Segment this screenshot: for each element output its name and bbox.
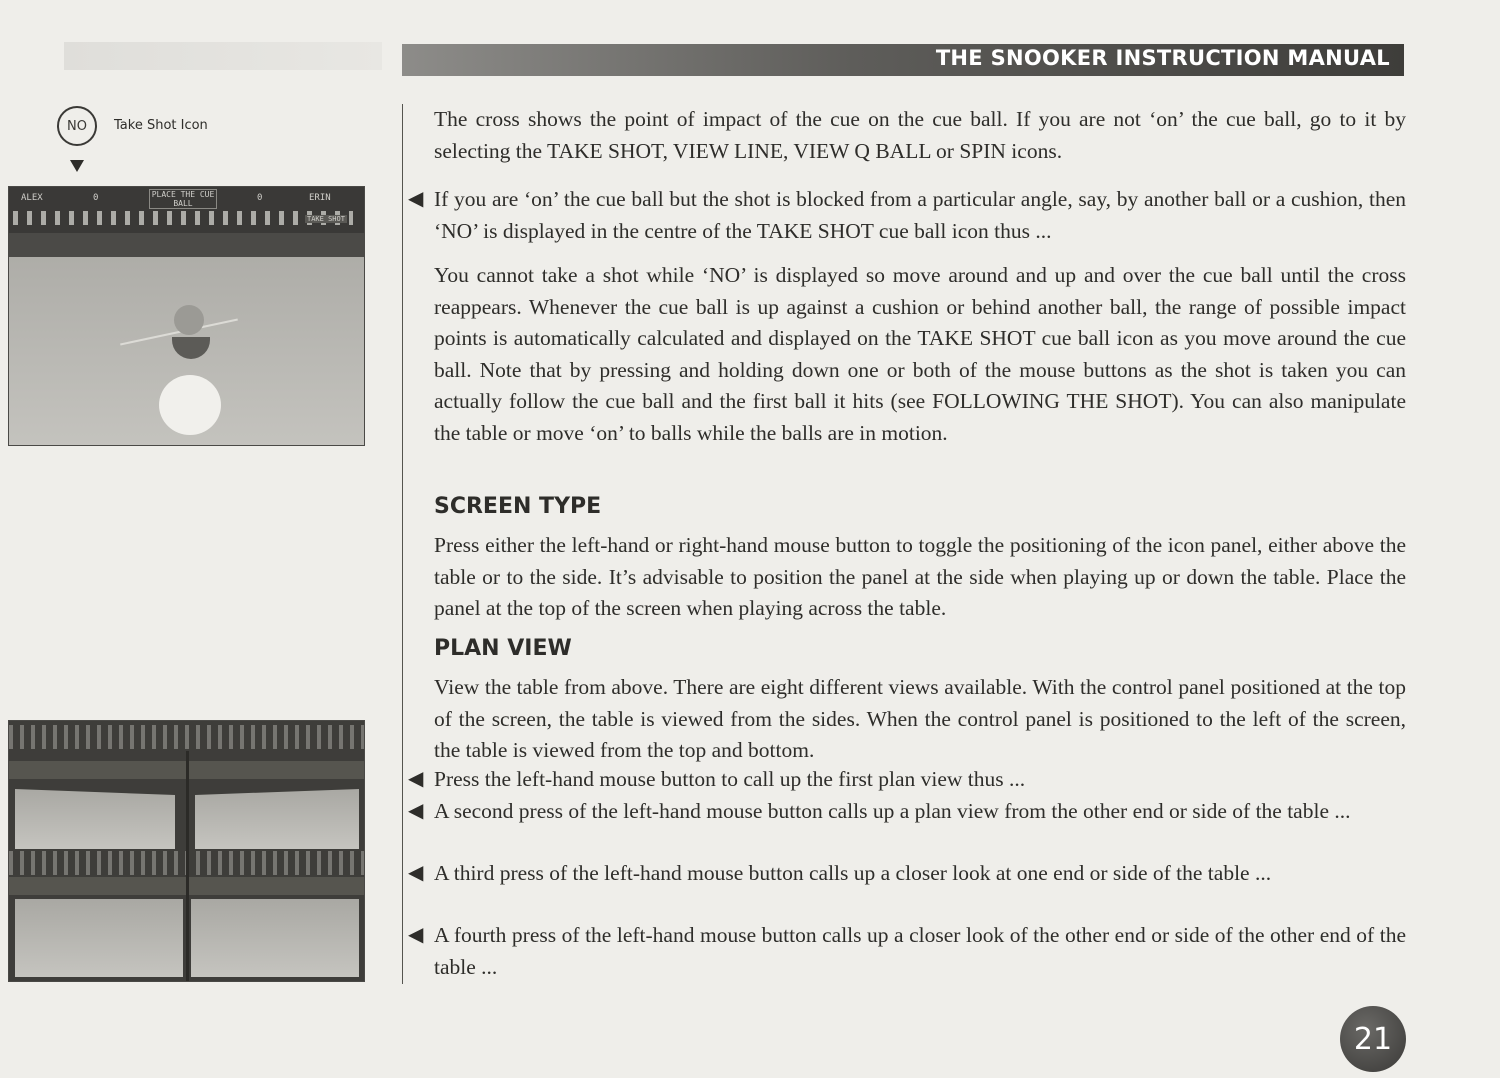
heading-plan-view: PLAN VIEW <box>434 636 572 661</box>
bullet-arrow-icon: ◀ <box>408 862 424 884</box>
player2-name: ERIN <box>309 193 331 203</box>
screenshot-icon-row <box>13 211 353 225</box>
header-bar <box>402 44 1404 76</box>
plan-view-pane-4 <box>191 899 359 977</box>
bullet-arrow-icon: ◀ <box>408 768 424 790</box>
paragraph-no-displayed: You cannot take a shot while ‘NO’ is displayed so move around and up and over the cue ball until the cross reappears. Whenever the cue ball is up against a cushion or behind another ball, the range of possible impact points is automatically calculated and displayed on the TAKE SHOT cue ball icon as you move around the cue ball. Note that by pressing and holding down one or both of the mouse buttons as the shot is taken you can actually follow the cue ball and the first ball it hits (see FOLLOWING THE SHOT). You can also manipulate the table or move ‘on’ to balls while the balls are in motion. <box>434 263 1406 445</box>
plan-view-step-3: A third press of the left-hand mouse button calls up a closer look at one end or side of the table ... <box>434 861 1272 885</box>
player1-name: ALEX <box>21 193 43 203</box>
icon-caption: Take Shot Icon <box>114 118 208 133</box>
place-cue-ball-message: PLACE THE CUE BALL <box>149 189 217 209</box>
screenshot-icon-strip-top <box>9 725 364 749</box>
bullet-arrow-icon: ◀ <box>408 924 424 946</box>
game-screenshot-take-shot <box>8 186 365 446</box>
plan-view-step-4: A fourth press of the left-hand mouse button calls up a closer look of the other end or side of the other end of the table ... <box>434 923 1406 979</box>
plan-view-pane-1 <box>15 789 175 849</box>
page-title: THE SNOOKER INSTRUCTION MANUAL <box>935 46 1390 70</box>
take-shot-no-icon: NO <box>57 106 97 146</box>
faded-header-bleed <box>64 42 382 70</box>
paragraph-cross: The cross shows the point of impact of the cue on the cue ball. If you are not ‘on’ the cue ball, go to it by selecting the TAKE SHOT, VIEW LINE, VIEW Q BALL or SPIN icons. <box>434 107 1406 163</box>
page-number-badge: 21 <box>1340 1006 1406 1072</box>
paragraph-plan-view: View the table from above. There are eight different views available. With the control panel positioned at the top of the screen, the table is viewed from the sides. When the control panel is positioned to the left of the screen, the table is viewed from the top and bottom. <box>434 675 1406 762</box>
plan-view-step-1: Press the left-hand mouse button to call up the first plan view thus ... <box>434 767 1026 791</box>
player2-score: 0 <box>257 193 263 203</box>
screenshot-control-panel <box>9 187 364 233</box>
paragraph-blocked: If you are ‘on’ the cue ball but the shot is blocked from a particular angle, say, by another ball or a cushion, then ‘NO’ is displayed in the centre of the TAKE SHOT cue ball icon thus ... <box>434 187 1406 243</box>
screenshot-cushion <box>9 233 364 257</box>
plan-view-pane-3 <box>15 899 183 977</box>
cue-ball <box>159 375 221 435</box>
column-divider <box>402 104 403 984</box>
plan-view-pane-2 <box>195 789 359 849</box>
heading-screen-type: SCREEN TYPE <box>434 494 602 519</box>
paragraph-screen-type: Press either the left-hand or right-hand mouse button to toggle the positioning of the icon panel, either above the table or to the side. It’s advisable to position the panel at the side when playing up or down the table. Place the panel at the top of the screen when playing across the table. <box>434 533 1406 620</box>
arrow-down-icon <box>70 160 84 172</box>
take-shot-label: TAKE SHOT <box>307 215 345 223</box>
player1-score: 0 <box>93 193 99 203</box>
bullet-arrow-icon: ◀ <box>408 188 424 210</box>
plan-view-step-2: A second press of the left-hand mouse button calls up a plan view from the other end or side of the table ... <box>434 799 1351 823</box>
object-ball <box>174 305 204 335</box>
pane-divider <box>186 751 189 981</box>
game-screenshot-plan-views <box>8 720 365 982</box>
bullet-arrow-icon: ◀ <box>408 800 424 822</box>
